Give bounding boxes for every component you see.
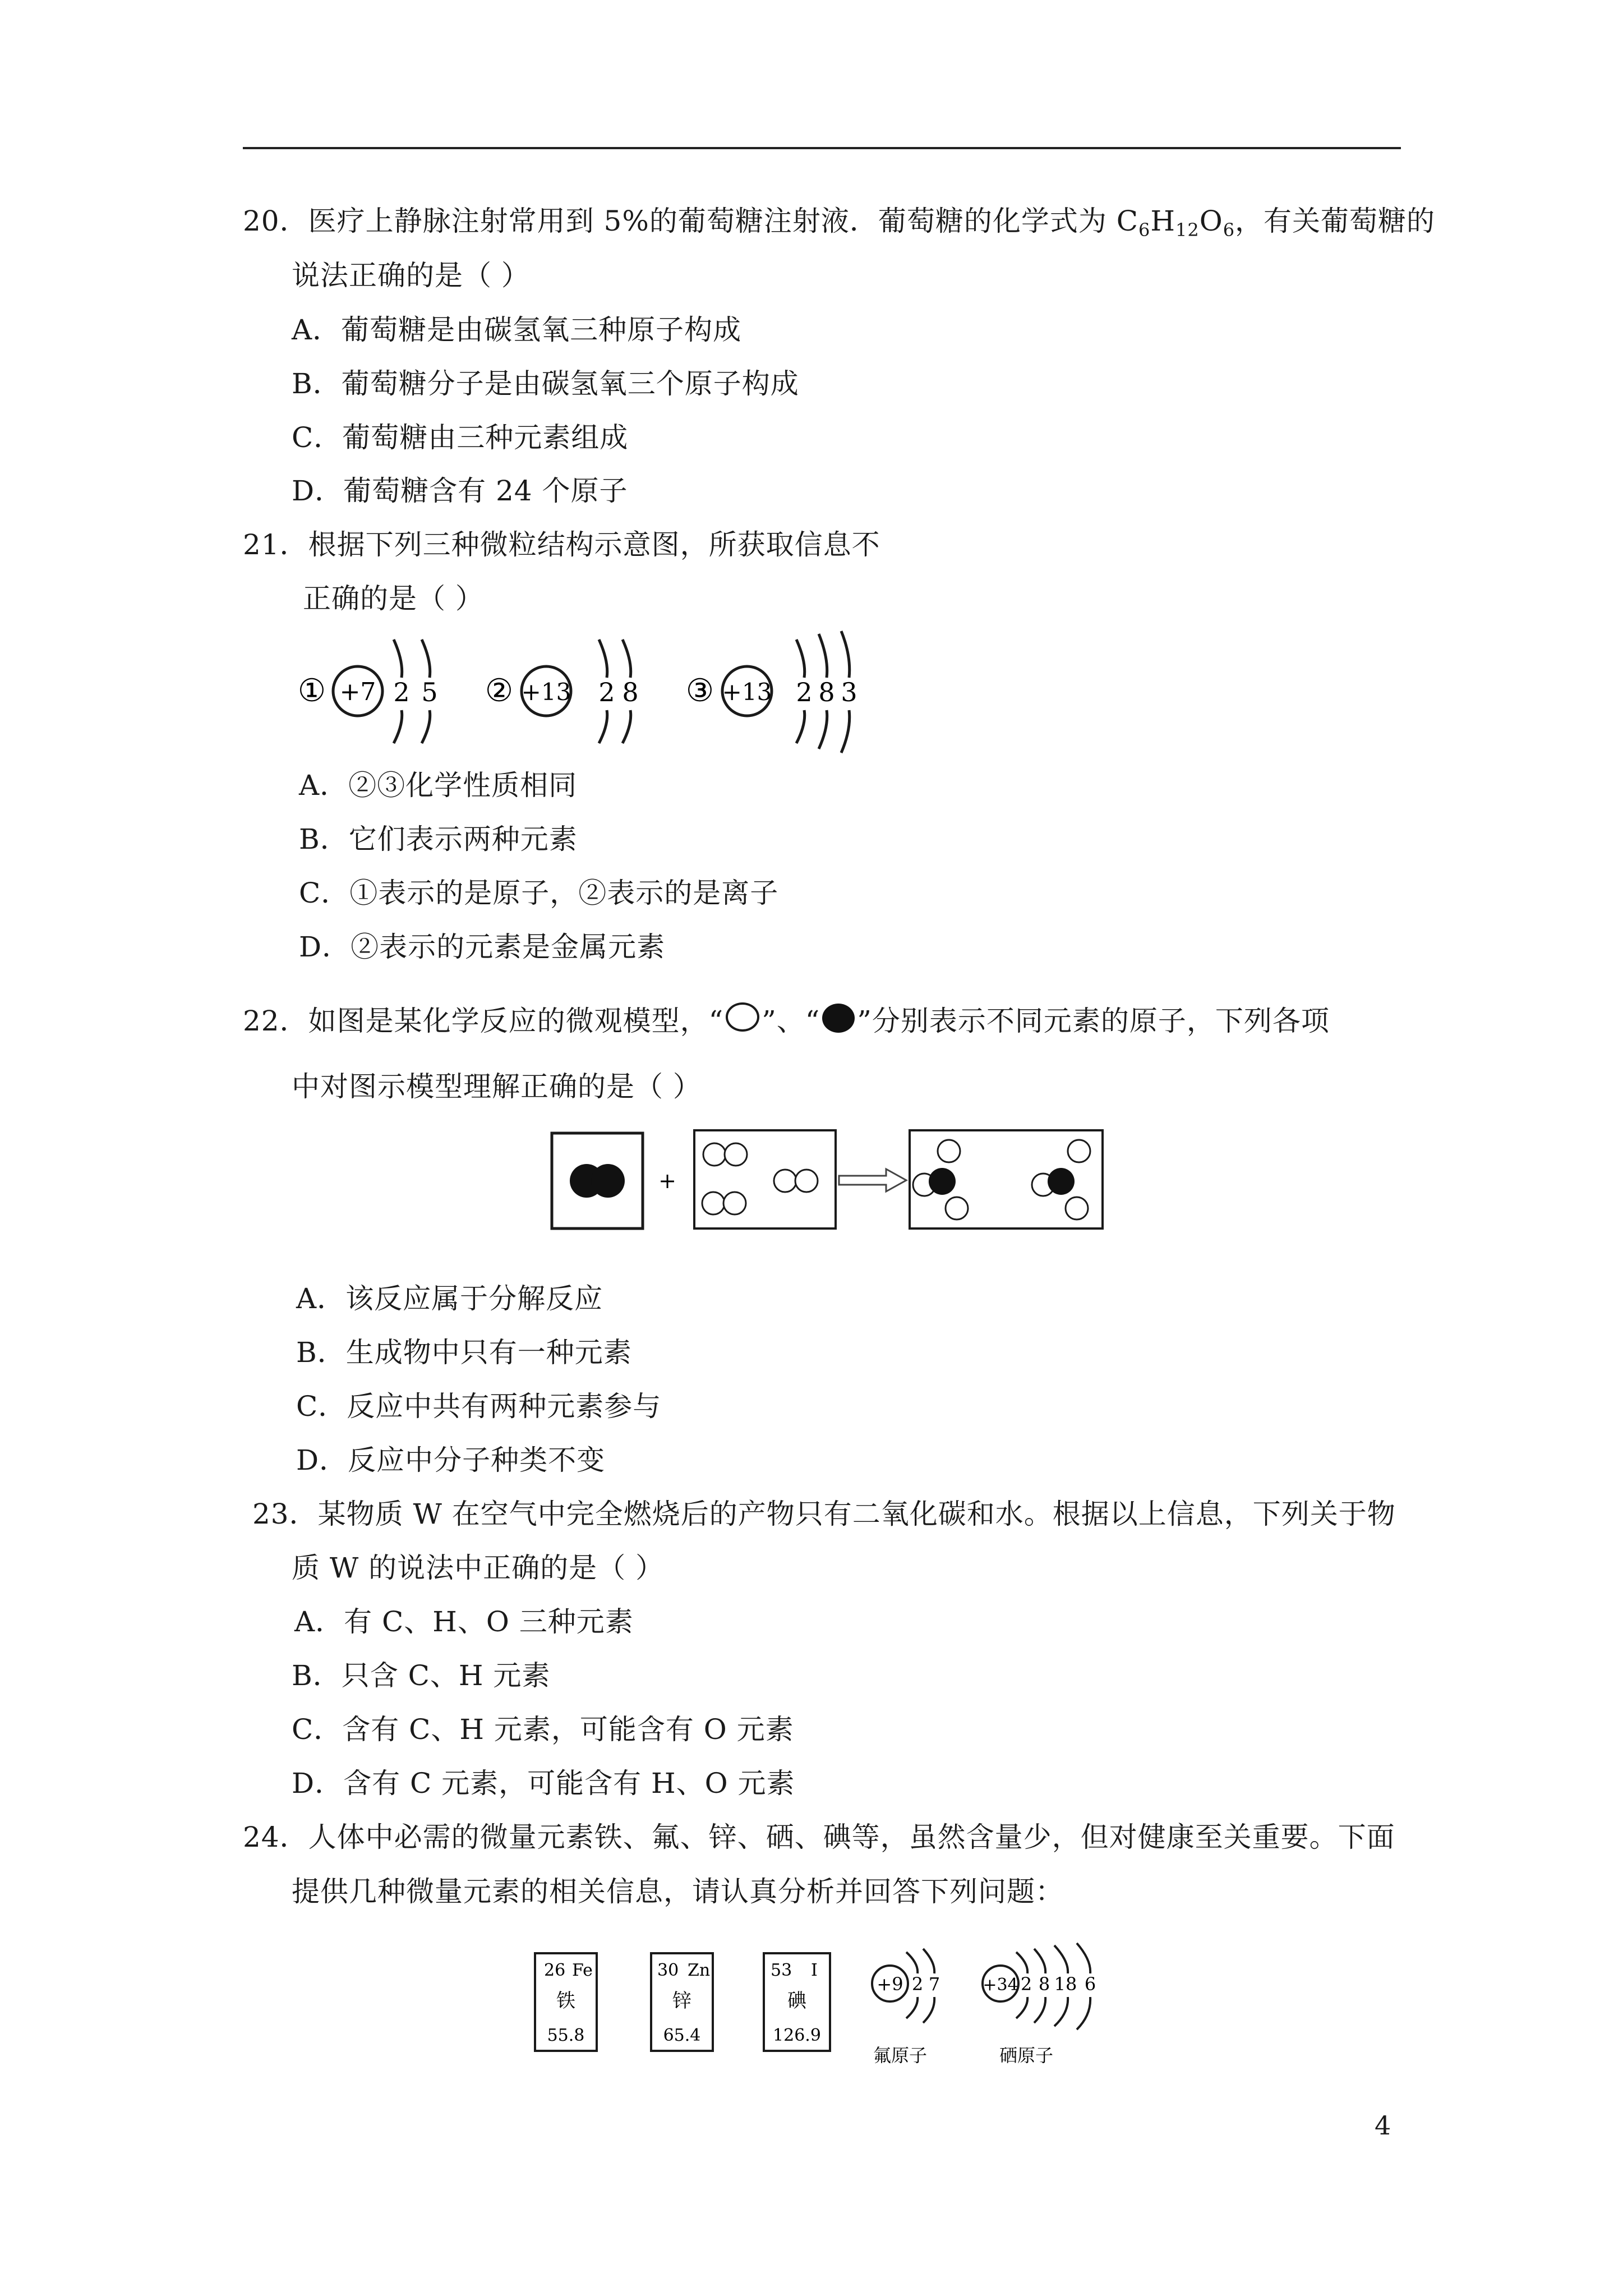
q23-option-c: C．含有 C、H 元素，可能含有 O 元素 bbox=[292, 1713, 794, 1746]
zn-mass: 65.4 bbox=[663, 2026, 701, 2045]
i-symbol: I bbox=[811, 1961, 818, 1980]
q21-stem-line1: 21．根据下列三种微粒结构示意图，所获取信息不 bbox=[243, 528, 880, 561]
particle-1-label: ① bbox=[297, 673, 326, 709]
zn-name: 锌 bbox=[672, 1990, 691, 2012]
element-card-fe bbox=[535, 1953, 597, 2051]
selenium-shell-2: 8 bbox=[1038, 1973, 1050, 1995]
q22-reaction-model bbox=[550, 1122, 1105, 1237]
q22-option-d: D．反应中分子种类不变 bbox=[296, 1444, 606, 1476]
particle-3-diagram bbox=[686, 631, 857, 753]
element-card-zn bbox=[651, 1953, 713, 2051]
particle-3-shell-1: 2 bbox=[796, 677, 813, 707]
particle-1-shell-2: 5 bbox=[421, 677, 438, 707]
q22-option-b: B．生成物中只有一种元素 bbox=[296, 1336, 632, 1369]
reactant-black-molecule-box bbox=[552, 1133, 643, 1228]
q20-option-a: A．葡萄糖是由碳氢氧三种原子构成 bbox=[292, 314, 742, 346]
q24-stem-line1: 24．人体中必需的微量元素铁、氟、锌、硒、碘等，虽然含量少，但对健康至关重要。下面 bbox=[243, 1821, 1395, 1853]
i-mass: 126.9 bbox=[773, 2026, 821, 2045]
q20-stem-line2: 说法正确的是（ ） bbox=[292, 259, 530, 292]
particle-2-diagram bbox=[485, 639, 639, 743]
selenium-shell-1: 2 bbox=[1020, 1973, 1032, 1995]
particle-3-shell-2: 8 bbox=[818, 677, 835, 707]
fe-atomic-number: 26 bbox=[544, 1961, 566, 1980]
element-card-i bbox=[764, 1953, 830, 2051]
q21-option-d: D．②表示的元素是金属元素 bbox=[299, 931, 666, 963]
q20-option-c: C．葡萄糖由三种元素组成 bbox=[292, 421, 629, 454]
zn-atomic-number: 30 bbox=[657, 1961, 679, 1980]
page-number: 4 bbox=[1375, 2110, 1391, 2141]
q21-option-a: A．②③化学性质相同 bbox=[299, 769, 578, 802]
q22-option-c: C．反应中共有两种元素参与 bbox=[296, 1390, 662, 1423]
particle-3-nucleus: +13 bbox=[722, 678, 772, 706]
particle-3-shell-3: 3 bbox=[841, 677, 857, 707]
q22-stem-line1: 22．如图是某化学反应的微观模型，“ ”、“ ”分别表示不同元素的原子，下列各项 bbox=[243, 1002, 1330, 1038]
q23-stem-line1: 23．某物质 W 在空气中完全燃烧后的产物只有二氧化碳和水。根据以上信息，下列关于物 bbox=[252, 1498, 1396, 1530]
particle-2-shell-2: 8 bbox=[622, 677, 639, 707]
i-atomic-number: 53 bbox=[771, 1961, 792, 1980]
q23-option-a: A．有 C、H、O 三种元素 bbox=[294, 1605, 634, 1638]
fluorine-caption: 氟原子 bbox=[873, 2045, 928, 2066]
fe-symbol: Fe bbox=[572, 1961, 593, 1980]
particle-2-label: ② bbox=[485, 673, 514, 709]
fluorine-nucleus: +9 bbox=[877, 1973, 903, 1995]
particle-2-nucleus: +13 bbox=[521, 678, 571, 706]
q20-stem-line1: 20．医疗上静脉注射常用到 5%的葡萄糖注射液．葡萄糖的化学式为 $C_6H_{12}O_6$，有关葡萄糖的 bbox=[243, 205, 1436, 241]
q23-option-d: D．含有 C 元素，可能含有 H、O 元素 bbox=[292, 1767, 795, 1800]
q24-stem-line2: 提供几种微量元素的相关信息，请认真分析并回答下列问题： bbox=[292, 1875, 1064, 1908]
fluorine-shell-2: 7 bbox=[928, 1973, 940, 1995]
q21-structure-diagrams bbox=[292, 628, 909, 757]
particle-2-shell-1: 2 bbox=[598, 677, 615, 707]
particle-1-nucleus: +7 bbox=[339, 678, 376, 706]
q23-stem-line2: 质 W 的说法中正确的是（ ） bbox=[292, 1552, 665, 1584]
white-atom-icon bbox=[726, 1002, 759, 1032]
reactant-white-molecules-box bbox=[694, 1130, 836, 1228]
q21-stem-line2: 正确的是（ ） bbox=[303, 582, 484, 615]
q22-stem-line2: 中对图示模型理解正确的是（ ） bbox=[292, 1070, 702, 1103]
particle-1-shell-1: 2 bbox=[393, 677, 410, 707]
selenium-atom-diagram bbox=[983, 1943, 1096, 2066]
fe-name: 铁 bbox=[556, 1990, 575, 2012]
zn-symbol: Zn bbox=[688, 1961, 711, 1980]
selenium-nucleus: +34 bbox=[983, 1975, 1018, 1995]
q21-option-b: B．它们表示两种元素 bbox=[299, 823, 578, 855]
product-molecules-box bbox=[910, 1130, 1103, 1228]
q21-option-c: C．①表示的是原子，②表示的是离子 bbox=[299, 877, 779, 909]
q20-option-d: D．葡萄糖含有 24 个原子 bbox=[292, 475, 628, 507]
plus-sign: + bbox=[658, 1168, 676, 1193]
q24-trace-elements-figure bbox=[533, 1941, 1110, 2084]
q22-option-a: A．该反应属于分解反应 bbox=[296, 1282, 603, 1315]
particle-3-label: ③ bbox=[685, 673, 714, 709]
q23-option-b: B．只含 C、H 元素 bbox=[292, 1659, 551, 1692]
i-name: 碘 bbox=[787, 1990, 806, 2012]
black-atom-icon bbox=[822, 1004, 855, 1033]
q20-option-b: B．葡萄糖分子是由碳氢氧三个原子构成 bbox=[292, 367, 799, 400]
fluorine-atom-diagram bbox=[872, 1949, 940, 2066]
header-rule bbox=[243, 147, 1401, 149]
fluorine-shell-1: 2 bbox=[911, 1973, 924, 1995]
fe-mass: 55.8 bbox=[547, 2026, 585, 2045]
reaction-arrow bbox=[839, 1169, 906, 1191]
selenium-shell-4: 6 bbox=[1084, 1973, 1096, 1995]
selenium-caption: 硒原子 bbox=[999, 2045, 1054, 2066]
particle-1-diagram bbox=[298, 639, 438, 743]
selenium-shell-3: 18 bbox=[1054, 1973, 1077, 1995]
